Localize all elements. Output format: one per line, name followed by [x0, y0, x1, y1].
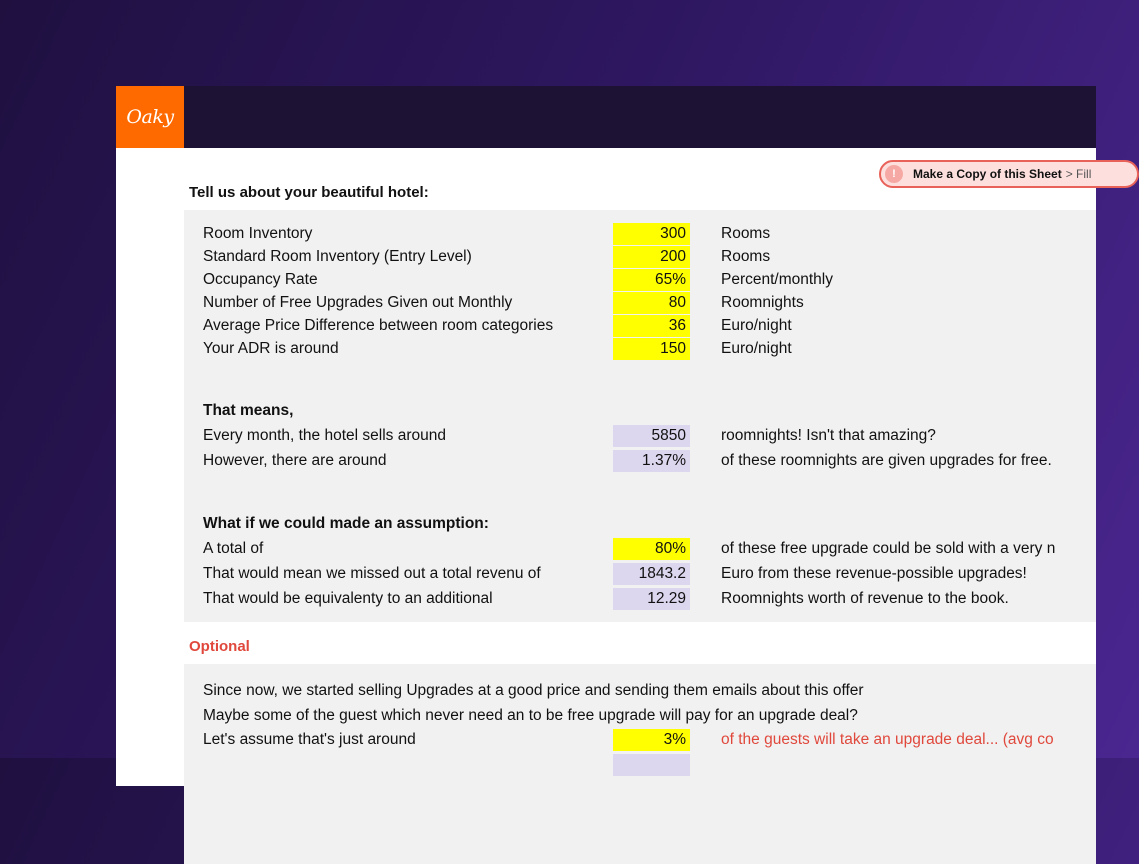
input-cell[interactable]: 200: [613, 246, 690, 268]
assumption-row-revenue: [184, 563, 1096, 585]
row-unit: Rooms: [721, 248, 771, 265]
row-label: Every month, the hotel sells around: [203, 427, 446, 444]
input-row-room-inventory: [184, 223, 1096, 245]
optional-line-2: [184, 705, 1096, 727]
optional-panel: [184, 664, 1096, 864]
row-label: Room Inventory: [203, 225, 313, 242]
row-unit: Euro/night: [721, 317, 792, 334]
input-row-occupancy: [184, 269, 1096, 291]
assumption-row-roomnights: [184, 588, 1096, 610]
input-cell[interactable]: 300: [613, 223, 690, 245]
input-cell[interactable]: 150: [613, 338, 690, 360]
row-unit: Euro/night: [721, 340, 792, 357]
section-heading: Tell us about your beautiful hotel:: [189, 184, 429, 201]
row-unit: of these free upgrade could be sold with a very n: [721, 540, 1056, 557]
input-cell[interactable]: 3%: [613, 729, 690, 751]
row-label: That would be equivalenty to an additional: [203, 590, 493, 607]
optional-heading: Optional: [189, 638, 250, 655]
row-label: Occupancy Rate: [203, 271, 318, 288]
computed-cell: 1843.2: [613, 563, 690, 585]
row-unit: Euro from these revenue-possible upgrades!: [721, 565, 1027, 582]
spreadsheet: [116, 148, 1096, 786]
row-label: Standard Room Inventory (Entry Level): [203, 248, 472, 265]
row-label: Your ADR is around: [203, 340, 339, 357]
means-title: That means,: [203, 402, 294, 419]
row-label: A total of: [203, 540, 264, 557]
assumption-row-total: [184, 538, 1096, 560]
row-unit: of the guests will take an upgrade deal... (avg co: [721, 731, 1054, 748]
input-row-adr: [184, 338, 1096, 360]
row-unit: Roomnights worth of revenue to the book.: [721, 590, 1009, 607]
row-unit: Percent/monthly: [721, 271, 833, 288]
input-cell[interactable]: 36: [613, 315, 690, 337]
row-label: Maybe some of the guest which never need an to be free upgrade will pay for an upgrade deal?: [203, 707, 858, 724]
input-cell[interactable]: 65%: [613, 269, 690, 291]
computed-cell: 5850: [613, 425, 690, 447]
input-cell[interactable]: 80: [613, 292, 690, 314]
computed-cell: [613, 754, 690, 776]
optional-row-assume: [184, 729, 1096, 751]
input-row-price-difference: [184, 315, 1096, 337]
top-bar: [116, 86, 1096, 148]
make-copy-rest: > Fill: [1065, 167, 1092, 181]
make-copy-button[interactable]: [879, 160, 1139, 188]
input-row-standard-inventory: [184, 246, 1096, 268]
row-unit: Roomnights: [721, 294, 804, 311]
input-cell[interactable]: 80%: [613, 538, 690, 560]
oaky-logo[interactable]: Oaky: [116, 86, 184, 148]
row-label: Since now, we started selling Upgrades at a good price and sending them emails about this offer: [203, 682, 864, 699]
computed-cell: 12.29: [613, 588, 690, 610]
row-label: Average Price Difference between room categories: [203, 317, 554, 334]
assumption-title: What if we could made an assumption:: [203, 515, 489, 532]
make-copy-label: Make a Copy of this Sheet: [913, 167, 1062, 181]
optional-line-1: [184, 680, 1096, 702]
row-unit: of these roomnights are given upgrades for free.: [721, 452, 1052, 469]
row-unit: roomnights! Isn't that amazing?: [721, 427, 936, 444]
result-row-upgrade-share: [184, 450, 1096, 472]
row-label: Let's assume that's just around: [203, 731, 416, 748]
optional-row-next: [184, 754, 1096, 776]
row-label: That would mean we missed out a total revenu of: [203, 565, 541, 582]
calculator-panel: [184, 210, 1096, 622]
result-row-sold: [184, 425, 1096, 447]
row-label: Number of Free Upgrades Given out Monthly: [203, 294, 513, 311]
input-row-free-upgrades: [184, 292, 1096, 314]
row-label: However, there are around: [203, 452, 387, 469]
warning-icon: !: [885, 165, 903, 183]
computed-cell: 1.37%: [613, 450, 690, 472]
app-window: [116, 86, 1096, 786]
row-unit: Rooms: [721, 225, 771, 242]
